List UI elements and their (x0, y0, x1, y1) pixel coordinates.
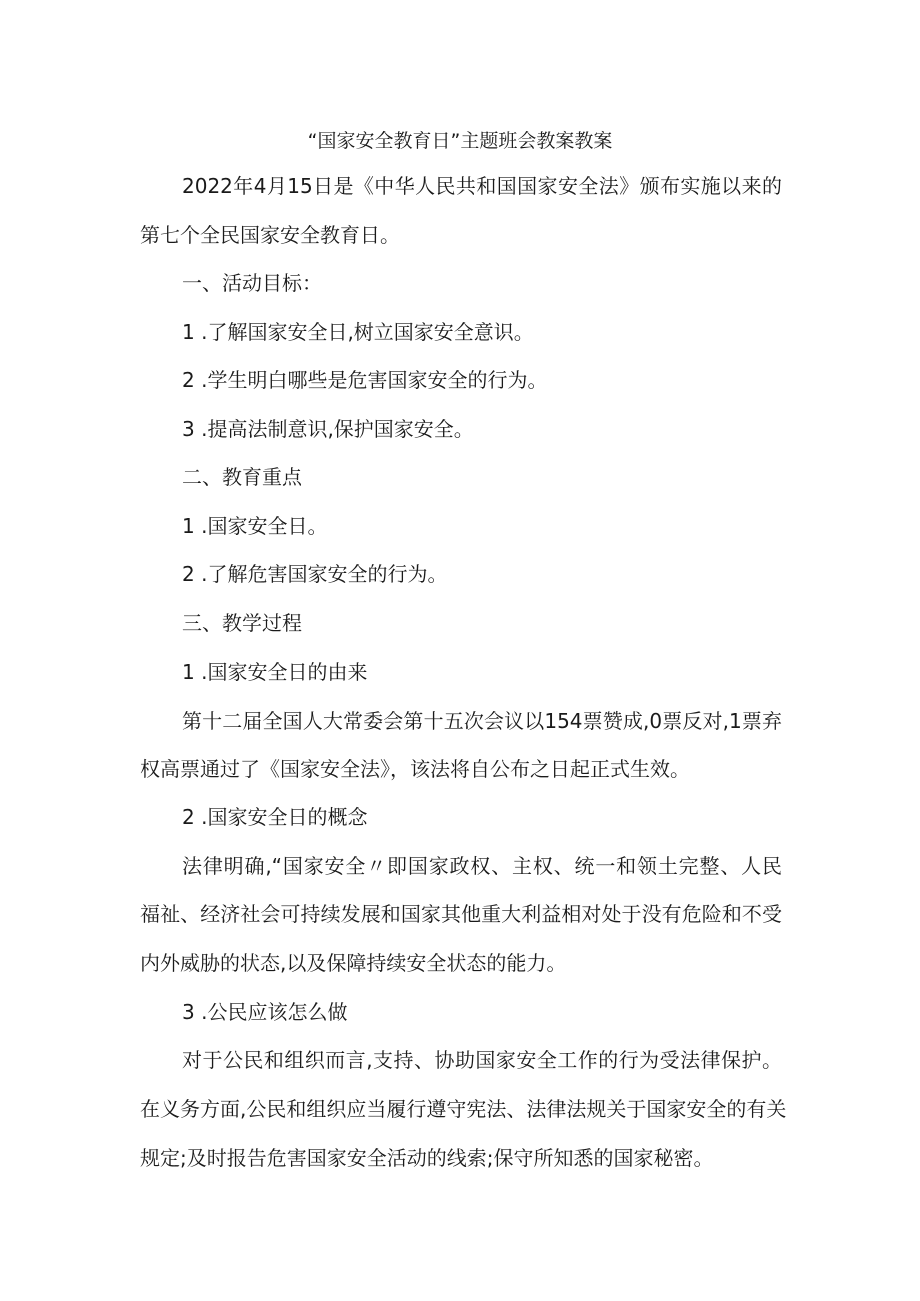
goal-item-1: 1 .了解国家安全日,树立国家安全意识。 (182, 320, 534, 344)
process-sub-heading-2: 2 .国家安全日的概念 (182, 805, 368, 829)
focus-item-1: 1 .国家安全日。 (182, 514, 328, 538)
goal-item-3: 3 .提高法制意识,保护国家安全。 (182, 417, 474, 441)
process-sub-heading-1: 1 .国家安全日的由来 (182, 660, 368, 684)
process-sub2-line-3: 内外威胁的状态,以及保障持续安全状态的能力。 (140, 951, 567, 975)
process-sub2-line-2: 福祉、经济社会可持续发展和国家其他重大利益相对处于没有危险和不受 (140, 902, 782, 926)
goal-item-2: 2 .学生明白哪些是危害国家安全的行为。 (182, 368, 548, 392)
process-sub-heading-3: 3 .公民应该怎么做 (182, 1000, 348, 1024)
section-heading-goals: 一、活动目标： (182, 271, 322, 295)
section-heading-process: 三、教学过程 (182, 611, 302, 635)
intro-line-2: 第七个全民国家安全教育日。 (140, 223, 400, 247)
process-sub3-line-2: 在义务方面,公民和组织应当履行遵守宪法、法律法规关于国家安全的有关 (140, 1097, 787, 1121)
process-sub3-line-1: 对于公民和组织而言,支持、协助国家安全工作的行为受法律保护。 (182, 1048, 782, 1072)
document-title: “国家安全教育日”主题班会教案教案 (307, 130, 613, 152)
process-sub3-line-3: 规定;及时报告危害国家安全活动的线索;保守所知悉的国家秘密。 (140, 1146, 714, 1170)
section-heading-focus: 二、教育重点 (182, 465, 302, 489)
intro-line-1: 2022年4月15日是《中华人民共和国国家安全法》颁布实施以来的 (182, 174, 782, 198)
process-sub1-line-1: 第十二届全国人大常委会第十五次会议以154票赞成,0票反对,1票弃 (182, 709, 782, 733)
focus-item-2: 2 .了解危害国家安全的行为。 (182, 562, 448, 586)
process-sub1-line-2: 权高票通过了《国家安全法》，该法将自公布之日起正式生效。 (140, 757, 690, 781)
process-sub2-line-1: 法律明确,“国家安全〃即国家政权、主权、统一和领土完整、人民 (182, 854, 782, 878)
